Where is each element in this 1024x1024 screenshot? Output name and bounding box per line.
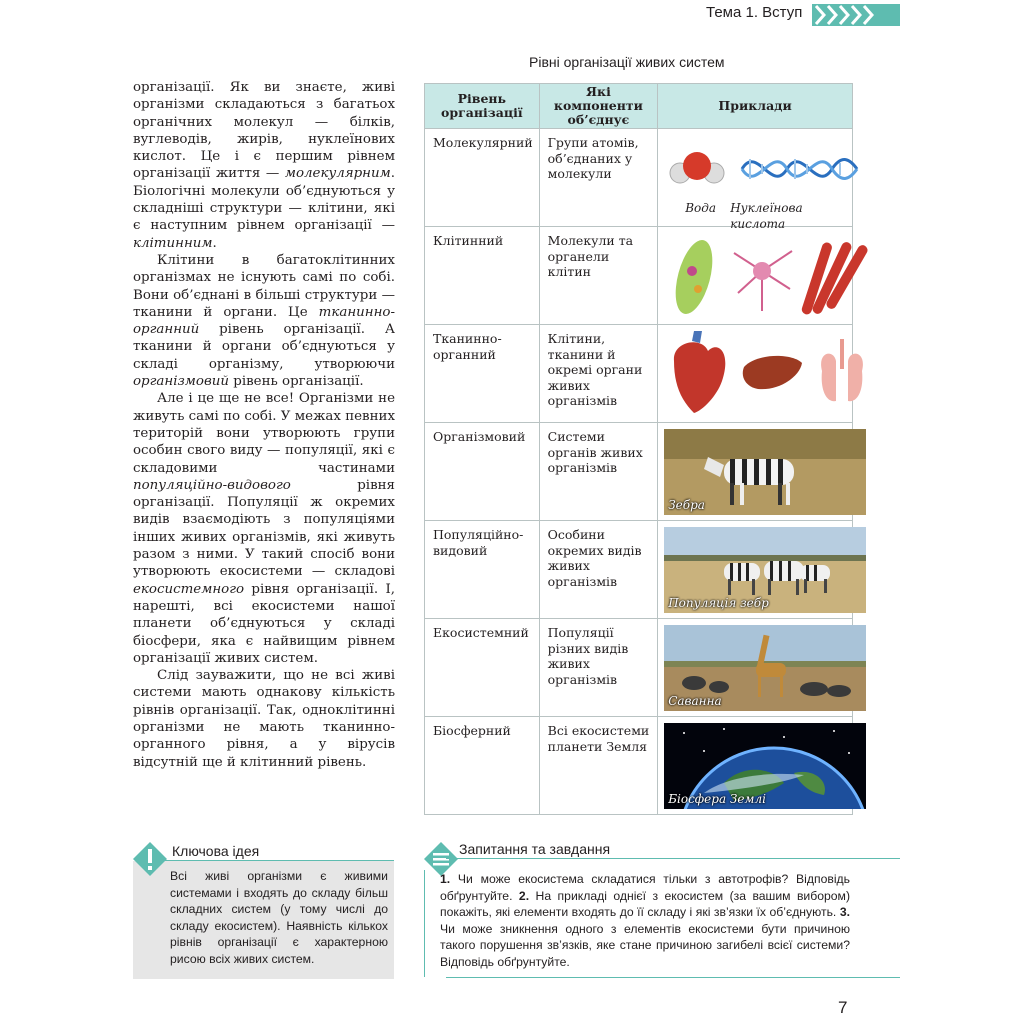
zebra-photo [664,429,866,515]
caption-zebra: Зебра [668,497,705,512]
examples-cell [658,325,853,423]
components-cell: Молекули та органели клітин [539,227,658,325]
page-number: 7 [838,998,848,1017]
level-cell: Біосферний [425,717,540,815]
paragraph-4: Слід зауважити, що не всі живі системи мають однакову кількість рівнів організації. Так, одноклітинні організми не мають тканинно-органного рівня, а у вірусів відсутній ще й клітинний рівень. [133,668,395,770]
caption-biosphere: Біосфера Землі [668,791,766,806]
questions-text [440,871,850,970]
question-3-number: 3. [839,905,850,919]
components-cell: Системи органів живих організмів [539,423,658,521]
paragraph-2: Клітини в багатоклітинних організмах не існують самі по собі. Вони об’єднані в більші структури — тканини й органи. Це тканинно-органний рівень організації. А тканини й органи об’єднуються у складі організму, утворюючи організмовий рівень організації. [133,252,395,390]
key-idea-text: Всі живі організми є живими системами і входять до складу більш складних систем (у тому числі до складу екосистем). Наявність кількох рівнів організації є характерною рисою всіх живих систем. [170,869,388,966]
table-row [425,521,853,619]
key-idea-divider [160,860,394,861]
level-cell: Екосистемний [425,619,540,717]
cells-illustration [662,231,872,321]
caption-zebra-population: Популяція зебр [668,595,769,610]
table-row [425,423,853,521]
examples-cell [658,717,853,815]
level-cell: Клітинний [425,227,540,325]
paragraph-3: Але і це ще не все! Організми не живуть самі по собі. У межах певних територій вони утворюють групи особин свого виду — популяції, які є складовими частинами популяційно-видового рівня організації. Популяції ж окремих видів взаємодіють з популяціями інших живих організмів, які живуть разом з ними. У такий спосіб вони утворюють екосистеми — складові екосистемного рівня організації. І, нарешті, всі екосистеми нашої планети об’єднуються у складі біосфери, яка є найвищим рівнем організації живих систем. [133,391,395,666]
table-title: Рівні організації живих систем [529,54,725,70]
body-text [133,79,395,771]
level-cell: Популяційно-видовий [425,521,540,619]
components-cell: Всі екосистеми планети Земля [539,717,658,815]
question-1: Чи може екосистема складатися тільки з автотрофів? Відповідь обґрунтуйте. [440,872,850,903]
header-level: Рівень організації [425,84,540,129]
table-row [425,227,853,325]
questions-bottom-border [446,977,900,978]
level-cell: Організмовий [425,423,540,521]
chevrons-icon [812,4,900,26]
question-1-number: 1. [440,872,451,886]
caption-water: Вода [685,201,716,215]
caption-nucleic-acid: Нуклеїнова кислота [730,201,803,231]
examples-cell [658,227,853,325]
header-components: Які компоненти об’єднує [539,84,658,129]
level-cell: Молекулярний [425,129,540,227]
level-cell: Тканинно-органний [425,325,540,423]
table-row [425,619,853,717]
paragraph-1: організації. Як ви знаєте, живі організми складаються з багатьох органічних молекул — білків, вуглеводів, жирів, нуклеїнових кислот. Це і є першим рівнем організації життя — молекулярним. Біологічні молекули об’єднуються у складніші структури — клітини, які є наступним рівнем організації — клітинним. [133,80,395,251]
components-cell: Клітини, тканини й окремі органи живих організмів [539,325,658,423]
components-cell: Особини окремих видів живих організмів [539,521,658,619]
question-2: На прикладі однієї з екосистем (за вашим вибором) покажіть, які елементи входять до її складу і які зв’язки їх об’єднують. [440,888,850,919]
molecules-illustration [662,139,872,199]
examples-cell [658,521,853,619]
question-2-number: 2. [518,888,530,903]
examples-cell [658,129,853,231]
table-header-row [425,84,853,129]
caption-savanna: Саванна [668,693,722,708]
topic-header: Тема 1. Вступ [706,4,803,21]
organs-illustration [662,331,872,417]
table-row [425,129,853,227]
key-idea-title: Ключова ідея [172,843,260,859]
examples-cell [658,619,853,717]
question-3: Чи може зникнення одного з елементів екосистеми бути причиною такого порушення зв’язків, яке стане причиною загибелі всієї системи? Відповідь обґрунтуйте. [440,921,850,969]
examples-cell [658,423,853,521]
zebra-population-photo [664,527,866,613]
table-row [425,325,853,423]
levels-table [424,83,853,815]
biosphere-photo [664,723,866,809]
header-examples: Приклади [658,84,853,129]
components-cell: Популяції різних видів живих організмів [539,619,658,717]
table-row [425,717,853,815]
exclamation-icon [133,842,167,876]
questions-divider [446,858,900,859]
components-cell: Групи атомів, об’єднаних у молекули [539,129,658,227]
questions-title: Запитання та завдання [459,841,611,857]
questions-left-border [424,870,425,977]
savanna-photo [664,625,866,711]
